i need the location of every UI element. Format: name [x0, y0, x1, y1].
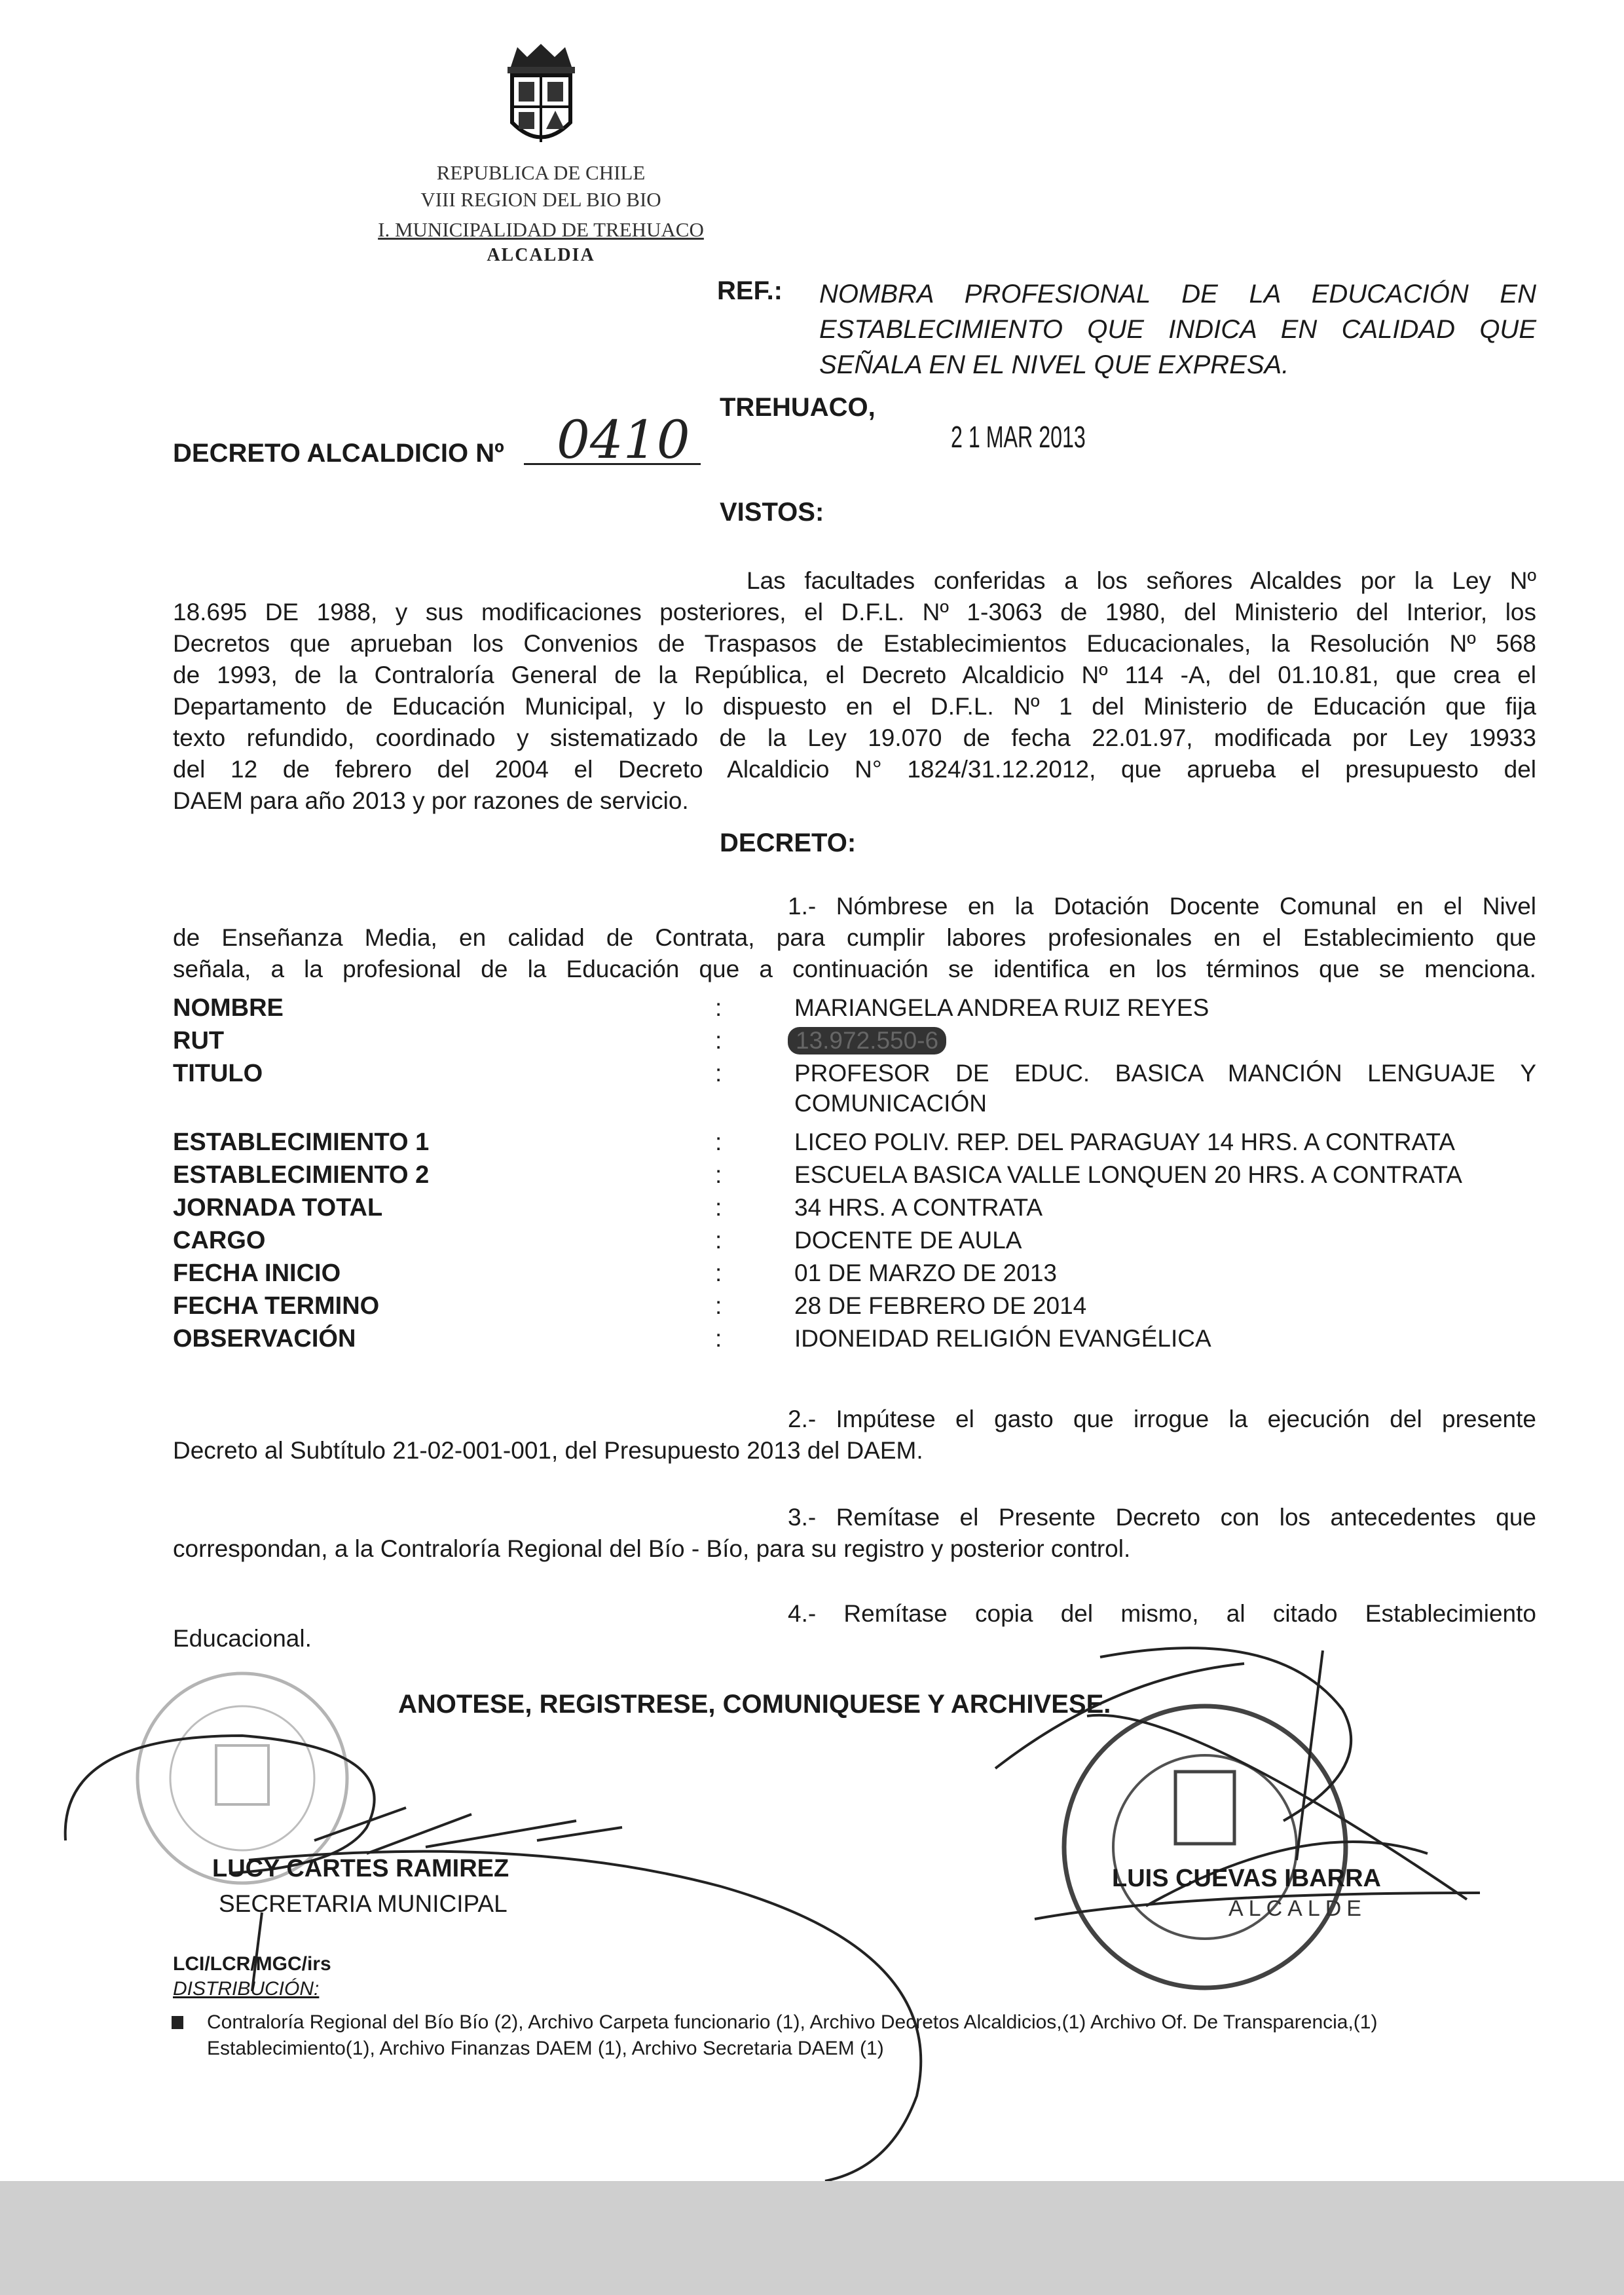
colon: :: [715, 1129, 722, 1155]
header-office: ALCALDIA: [487, 245, 595, 265]
ref-line: ESTABLECIMIENTO QUE INDICA EN CALIDAD QUE: [819, 315, 1536, 344]
colon: :: [715, 1227, 722, 1254]
vistos-line: 18.695 DE 1988, y sus modificaciones posteriores, el D.F.L. Nº 1-3063 de 1980, del Ministerio del Interior, los: [173, 599, 1536, 625]
vistos-line: Decretos que aprueban los Convenios de Traspasos de Establecimientos Educacionales, la Resolución Nº 568: [173, 630, 1536, 657]
vistos-line: Las facultades conferidas a los señores Alcaldes por la Ley Nº: [747, 567, 1536, 594]
field-label: ESTABLECIMIENTO 2: [173, 1161, 430, 1189]
ref-label: REF.:: [717, 276, 783, 305]
bullet-icon: [172, 2016, 183, 2029]
art3-line: correspondan, a la Contraloría Regional del Bío - Bío, para su registro y posterior control.: [173, 1535, 1131, 1562]
vistos-line: de 1993, de la Contraloría General de la República, el Decreto Alcaldicio Nº 114 -A, del 01.10.81, que crea el: [173, 662, 1536, 688]
place: TREHUACO,: [720, 393, 876, 422]
header-municipality: I. MUNICIPALIDAD DE TREHUACO: [378, 218, 704, 241]
field-label: JORNADA TOTAL: [173, 1194, 383, 1222]
art4-line: 4.- Remítase copia del mismo, al citado Establecimiento: [788, 1600, 1536, 1627]
colon: :: [715, 1194, 722, 1221]
art4-line: Educacional.: [173, 1625, 312, 1652]
field-value: COMUNICACIÓN: [794, 1090, 987, 1117]
colon: :: [715, 1292, 722, 1319]
colon: :: [715, 1060, 722, 1087]
ref-line: SEÑALA EN EL NIVEL QUE EXPRESA.: [819, 350, 1289, 379]
closing-formula: ANOTESE, REGISTRESE, COMUNIQUESE Y ARCHIVESE.: [398, 1690, 1111, 1719]
field-label: NOMBRE: [173, 994, 284, 1022]
colon: :: [715, 1027, 722, 1054]
secretary-stamp-icon: [138, 1673, 347, 1883]
vistos-line: del 12 de febrero del 2004 el Decreto Alcaldicio N° 1824/31.12.2012, que aprueba el presupuesto del: [173, 756, 1536, 783]
field-value: PROFESOR DE EDUC. BASICA MANCIÓN LENGUAJE Y: [794, 1060, 1536, 1087]
field-label: FECHA INICIO: [173, 1259, 341, 1287]
distribution-line: Contraloría Regional del Bío Bío (2), Archivo Carpeta funcionario (1), Archivo Decretos Alcaldicios,(1) Archivo Of. De Transparencia,(1): [207, 2011, 1378, 2033]
decree-number: 0410: [557, 409, 690, 470]
field-label: RUT: [173, 1027, 225, 1054]
field-value: 34 HRS. A CONTRATA: [794, 1194, 1043, 1221]
mayor-name: LUIS CUEVAS IBARRA: [1112, 1865, 1381, 1892]
colon: :: [715, 1259, 722, 1286]
ref-line: NOMBRA PROFESIONAL DE LA EDUCACIÓN EN: [819, 280, 1536, 308]
field-value-redacted: 13.972.550-6: [788, 1027, 946, 1054]
scan-border: [0, 2181, 1624, 2295]
date-stamp: 2 1 MAR 2013: [951, 420, 1086, 454]
field-label: FECHA TERMINO: [173, 1292, 380, 1320]
field-label: ESTABLECIMIENTO 1: [173, 1129, 430, 1156]
field-value: 28 DE FEBRERO DE 2014: [794, 1292, 1087, 1319]
colon: :: [715, 1325, 722, 1352]
colon: :: [715, 994, 722, 1021]
art2-line: Decreto al Subtítulo 21-02-001-001, del Presupuesto 2013 del DAEM.: [173, 1437, 923, 1464]
art3-line: 3.- Remítase el Presente Decreto con los antecedentes que: [788, 1504, 1536, 1531]
vistos-title: VISTOS:: [720, 498, 824, 527]
field-label: OBSERVACIÓN: [173, 1325, 356, 1353]
field-value: IDONEIDAD RELIGIÓN EVANGÉLICA: [794, 1325, 1211, 1352]
mayor-title: ALCALDE: [1228, 1896, 1367, 1921]
header-region: VIII REGION DEL BIO BIO: [420, 188, 661, 211]
municipal-crest-icon: [504, 44, 578, 154]
header-country: REPUBLICA DE CHILE: [436, 161, 646, 184]
secretary-name: LUCY CARTES RAMIREZ: [212, 1855, 509, 1882]
colon: :: [715, 1161, 722, 1188]
decree-label: DECRETO ALCALDICIO Nº: [173, 439, 504, 468]
field-value: DOCENTE DE AULA: [794, 1227, 1022, 1254]
field-value: ESCUELA BASICA VALLE LONQUEN 20 HRS. A CONTRATA: [794, 1161, 1462, 1188]
distribution-line: Establecimiento(1), Archivo Finanzas DAEM (1), Archivo Secretaria DAEM (1): [207, 2038, 884, 2059]
distribution-title: DISTRIBUCIÓN:: [173, 1978, 320, 2000]
vistos-line: DAEM para año 2013 y por razones de servicio.: [173, 787, 689, 814]
field-value: LICEO POLIV. REP. DEL PARAGUAY 14 HRS. A CONTRATA: [794, 1129, 1455, 1155]
field-value: 01 DE MARZO DE 2013: [794, 1259, 1057, 1286]
initials: LCI/LCR/MGC/irs: [173, 1953, 331, 1975]
art1-line: 1.- Nómbrese en la Dotación Docente Comunal en el Nivel: [788, 893, 1536, 920]
art1-line: de Enseñanza Media, en calidad de Contrata, para cumplir labores profesionales en el Establecimiento que: [173, 924, 1536, 951]
vistos-line: Departamento de Educación Municipal, y lo dispuesto en el D.F.L. Nº 1 del Ministerio de Educación que fija: [173, 693, 1536, 720]
vistos-line: texto refundido, coordinado y sistematizado de la Ley 19.070 de fecha 22.01.97, modificada por Ley 19933: [173, 724, 1536, 751]
field-value: MARIANGELA ANDREA RUIZ REYES: [794, 994, 1209, 1021]
field-label: TITULO: [173, 1060, 263, 1087]
art2-line: 2.- Impútese el gasto que irrogue la ejecución del presente: [788, 1406, 1536, 1432]
secretary-title: SECRETARIA MUNICIPAL: [219, 1890, 507, 1917]
field-label: CARGO: [173, 1227, 266, 1254]
decreto-title: DECRETO:: [720, 829, 857, 857]
art1-line: señala, a la profesional de la Educación que a continuación se identifica en los términos que se menciona.: [173, 956, 1536, 982]
